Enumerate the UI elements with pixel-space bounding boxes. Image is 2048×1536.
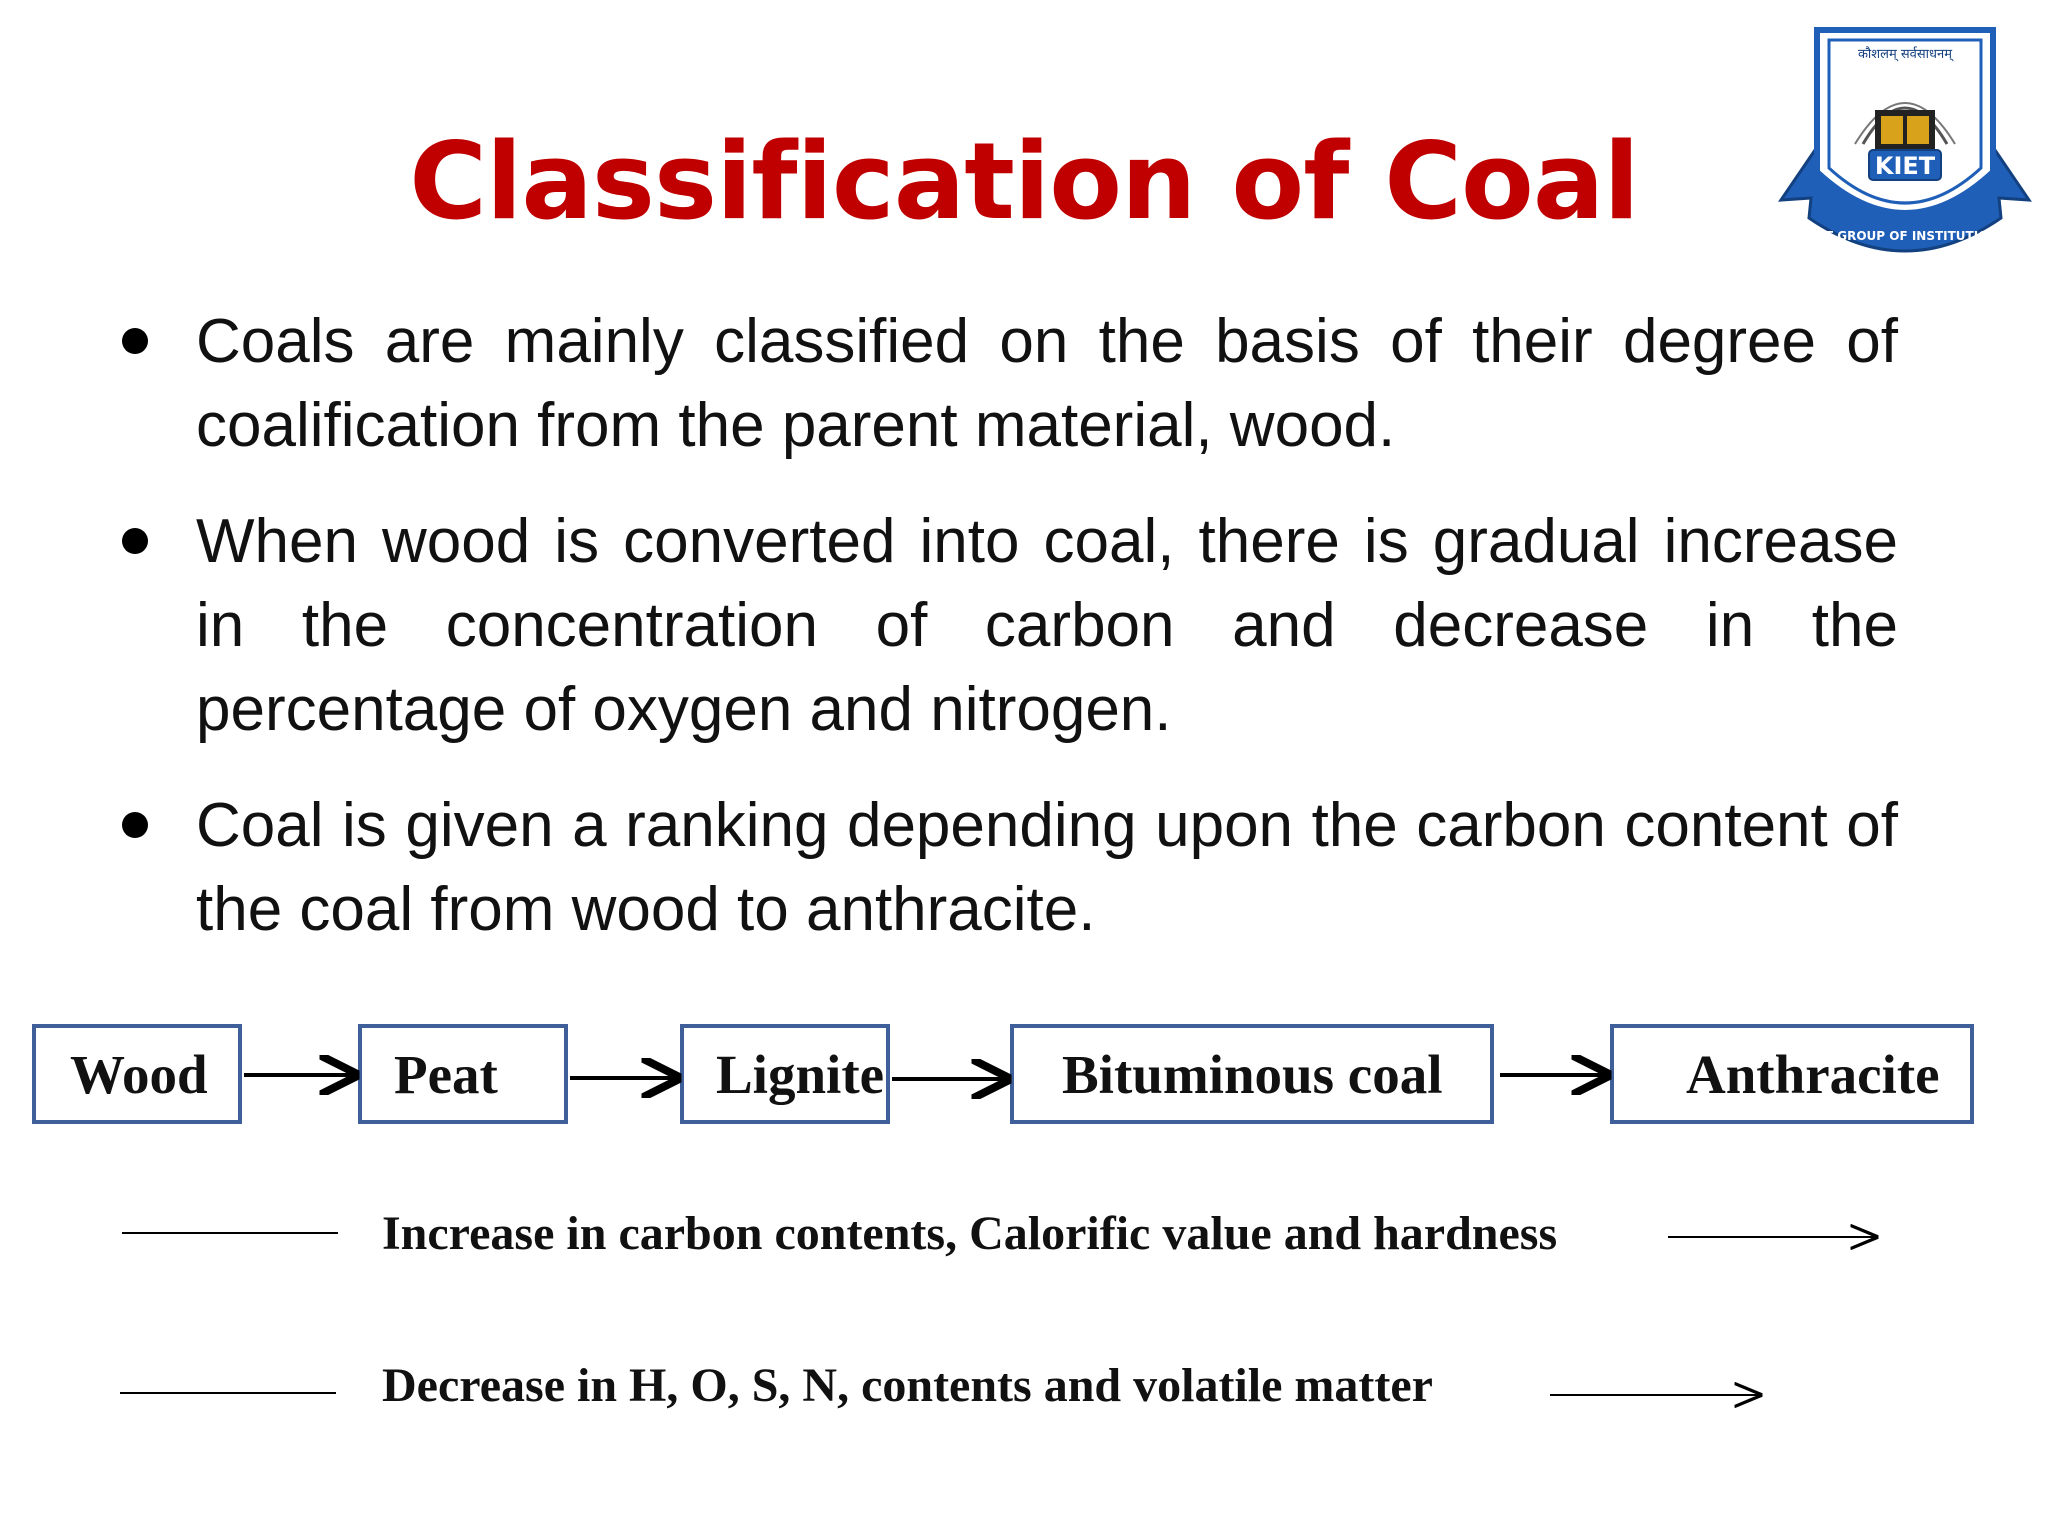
logo-badge: KIET [1874,152,1936,180]
bullet-icon [122,528,148,554]
stage-box-lignite [680,1024,890,1124]
stage-box-wood [32,1024,242,1124]
trend-increase-text: Increase in carbon contents, Calorific value and hardness [382,1207,1558,1260]
stage-label: Peat [394,1043,498,1105]
bullet-item [118,300,1898,468]
bullet-icon [122,812,148,838]
slide-title: Classification of Coal [409,120,1639,243]
trend-decrease-text: Decrease in H, O, S, N, contents and volatile matter [382,1359,1433,1412]
stage-label: Bituminous coal [1062,1043,1443,1105]
bullet-text: When wood is converted into coal, there is gradual increase in the concentration of carbon and decrease in the percentage of oxygen and nitrogen. [196,507,1898,744]
stage-label: Lignite [716,1043,885,1105]
stage-box-bituminous-coal [1010,1024,1494,1124]
bullet-text: Coals are mainly classified on the basis of their degree of coalification from the parent material, wood. [196,307,1898,460]
stage-label: Wood [70,1043,208,1105]
bullet-item [118,784,1898,952]
logo-ring-text: KIET GROUP OF INSTITUTIONS [1802,229,2008,243]
bullet-icon [122,328,148,354]
kiet-logo-icon [1775,22,2035,262]
stage-label: Anthracite [1686,1043,1940,1105]
logo-motto: कौशलम् सर्वसाधनम् [1857,47,1953,62]
stage-box-peat [358,1024,568,1124]
bullet-item [118,500,1898,752]
stage-box-anthracite [1610,1024,1974,1124]
bullet-text: Coal is given a ranking depending upon the carbon content of the coal from wood to anthracite. [196,791,1898,944]
bullet-list [118,300,1898,984]
